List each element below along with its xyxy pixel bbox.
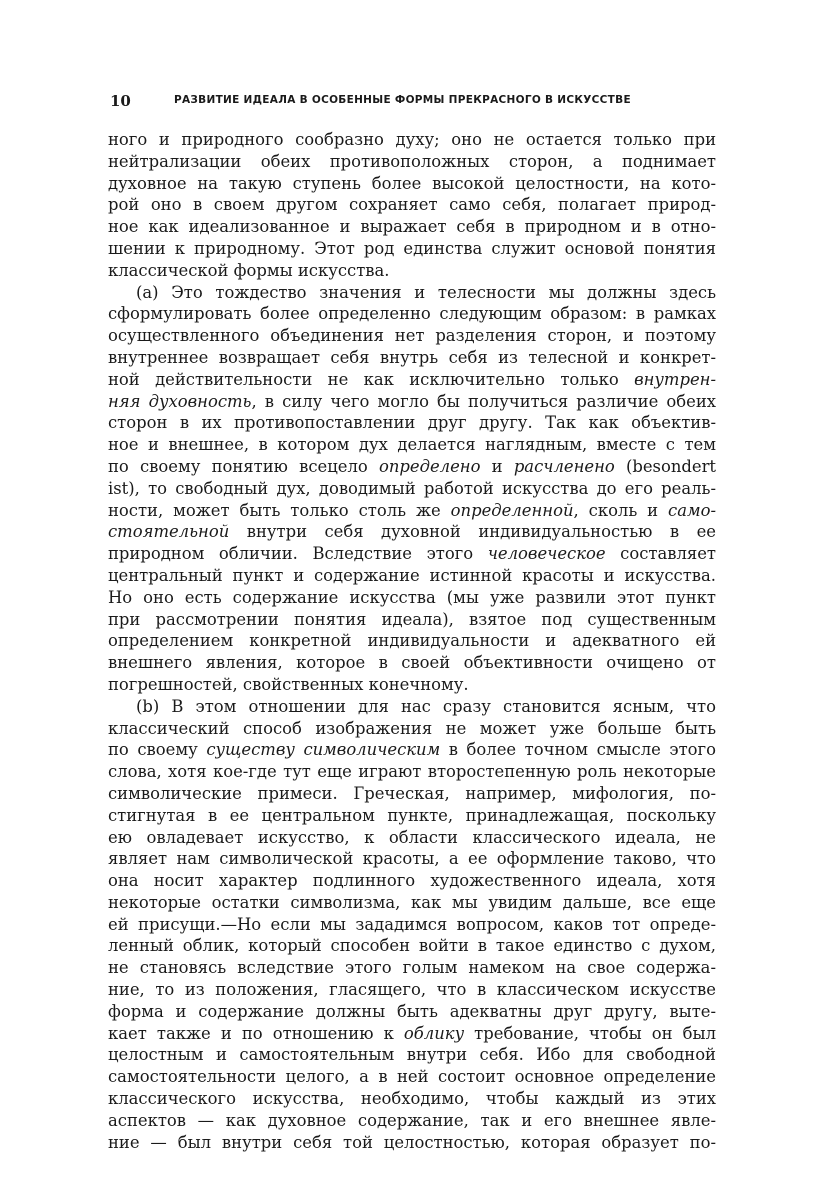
text-segment: Но оно есть содержание искусства (мы уже развили этот пункт (108, 587, 716, 607)
text-line (108, 129, 716, 151)
text-line (108, 1132, 716, 1154)
text-line (108, 151, 716, 173)
text-segment: форма и содержание должны быть адекватны друг другу, выте- (108, 1001, 716, 1021)
text-line (108, 456, 716, 478)
text-line (108, 1001, 716, 1023)
text-line (108, 979, 716, 1001)
text-segment: ности, может быть только столь же (108, 500, 451, 520)
text-segment: кает также и по отношению к (108, 1023, 404, 1043)
text-segment: природном обличии. Вследствие этого (108, 544, 488, 564)
text-segment: погрешностей, свойственных конечному. (108, 674, 469, 694)
text-segment: по своему понятию всецело (108, 456, 379, 476)
text-line (108, 739, 716, 761)
text-line (108, 347, 716, 369)
text-line (108, 783, 716, 805)
text-line (108, 543, 716, 565)
text-segment: , в силу чего могло бы получиться различие обеих (251, 391, 716, 411)
text-segment: аспектов — как духовное содержание, так и его внешнее явле- (108, 1110, 716, 1130)
text-segment: ной действительности не как исключительно только (108, 369, 635, 389)
text-line (108, 827, 716, 849)
text-segment: стигнутая в ее центральном пункте, принадлежащая, поскольку (108, 805, 716, 825)
text-line (108, 434, 716, 456)
body-text (108, 129, 716, 1153)
text-segment: внешнего явления, которое в своей объективности очищено от (108, 653, 716, 673)
text-line (108, 325, 716, 347)
text-line (108, 216, 716, 238)
text-line (108, 892, 716, 914)
text-line (108, 412, 716, 434)
text-segment: ей присущи.—Но если мы зададимся вопросом, каков тот опреде- (108, 914, 716, 934)
text-segment: некоторые остатки символизма, как мы увидим дальше, все еще (108, 892, 716, 912)
text-segment: при рассмотрении понятия идеала), взятое под существенным (108, 609, 716, 629)
text-segment: и (480, 456, 514, 476)
text-segment: (b) В этом отношении для нас сразу становится ясным, что (136, 696, 716, 716)
text-line (108, 1066, 716, 1088)
text-segment: ние, то из положения, гласящего, что в классическом искусстве (108, 980, 716, 1000)
text-line (108, 587, 716, 609)
text-segment: являет нам символической красоты, а ее оформление таково, что (108, 849, 716, 869)
text-segment: шении к природному. Этот род единства служит основой понятия (108, 238, 716, 258)
text-line (108, 391, 716, 413)
text-segment: сторон в их противопоставлении друг другу. Так как объектив- (108, 413, 716, 433)
text-segment: самостоятельности целого, а в ней состоит основное определение (108, 1067, 716, 1087)
italic-text-segment: няя духовность (108, 391, 252, 411)
text-segment: ного и природного сообразно духу; оно не остается только при (108, 130, 716, 149)
text-line (108, 914, 716, 936)
text-line (108, 652, 716, 674)
text-line (108, 1110, 716, 1132)
text-line (108, 369, 716, 391)
text-segment: нейтрализации обеих противоположных сторон, а поднимает (108, 151, 716, 171)
text-segment: ею овладевает искусство, к области классического идеала, не (108, 827, 716, 847)
text-line (108, 848, 716, 870)
italic-text-segment: стоятельной (108, 522, 230, 542)
text-segment: не становясь вследствие этого голым намеком на свое содержа- (108, 958, 716, 978)
text-line (108, 870, 716, 892)
text-line (108, 957, 716, 979)
text-segment: ленный облик, который способен войти в такое единство с духом, (108, 936, 716, 956)
text-line (108, 194, 716, 216)
italic-text-segment: определено (378, 456, 481, 476)
text-line (108, 935, 716, 957)
text-line (108, 674, 716, 696)
text-line (108, 718, 716, 740)
text-line (108, 565, 716, 587)
text-line (108, 1088, 716, 1110)
text-segment: целостным и самостоятельным внутри себя. Ибо для свободной (108, 1045, 716, 1065)
text-line (108, 1044, 716, 1066)
text-segment: требование, чтобы он был (464, 1023, 716, 1043)
text-segment: , сколь и (573, 500, 669, 520)
text-segment: внутри себя духовной индивидуальностью в ее (229, 522, 716, 542)
text-line (108, 1023, 716, 1045)
text-line (108, 521, 716, 543)
text-segment: составляет (605, 544, 716, 564)
text-segment: ное как идеализованное и выражает себя в природном и в отно- (108, 217, 716, 237)
text-segment: она носит характер подлинного художественного идеала, хотя (108, 871, 716, 891)
text-line (108, 630, 716, 652)
text-segment: определением конкретной индивидуальности и адекватного ей (108, 631, 716, 651)
text-segment: (besondert (614, 456, 716, 476)
text-segment: ist), то свободный дух, доводимый работой искусства до его реаль- (108, 478, 716, 498)
page-number: 10 (110, 92, 131, 110)
text-segment: символические примеси. Греческая, например, мифология, по- (108, 783, 716, 803)
text-line (108, 805, 716, 827)
italic-text-segment: человеческое (487, 544, 606, 564)
text-segment: классического искусства, необходимо, чтобы каждый из этих (108, 1089, 716, 1109)
italic-text-segment: определенной (450, 500, 574, 520)
text-line (108, 696, 716, 718)
text-segment: классической формы искусства. (108, 260, 390, 280)
text-segment: в более точном смысле этого (440, 740, 716, 760)
text-segment: центральный пункт и содержание истинной красоты и искусства. (108, 565, 716, 585)
text-line (108, 173, 716, 195)
text-segment: духовное на такую ступень более высокой целостности, на кото- (108, 173, 716, 193)
text-segment: (a) Это тождество значения и телесности мы должны здесь (136, 282, 716, 302)
text-segment: сформулировать более определенно следующим образом: в рамках (108, 304, 716, 324)
text-line (108, 282, 716, 304)
italic-text-segment: облику (403, 1023, 465, 1043)
text-segment: внутреннее возвращает себя внутрь себя из телесной и конкрет- (108, 347, 716, 367)
text-line (108, 609, 716, 631)
text-segment: ние — был внутри себя той целостностью, которая образует по- (108, 1132, 716, 1152)
text-line (108, 260, 716, 282)
italic-text-segment: само- (668, 500, 716, 520)
text-segment: классический способ изображения не может уже больше быть (108, 718, 716, 738)
text-segment: рой оно в своем другом сохраняет само себя, полагает природ- (108, 195, 716, 215)
text-line (108, 500, 716, 522)
text-line (108, 761, 716, 783)
text-line (108, 238, 716, 260)
running-head (110, 92, 715, 112)
text-segment: ное и внешнее, в котором дух делается наглядным, вместе с тем (108, 435, 716, 455)
text-segment: по своему (108, 740, 207, 760)
text-line (108, 303, 716, 325)
running-title: РАЗВИТИЕ ИДЕАЛА В ОСОБЕННЫЕ ФОРМЫ ПРЕКРАСНОГО В ИСКУССТВЕ (174, 94, 631, 106)
italic-text-segment: существу символическим (206, 740, 441, 760)
italic-text-segment: расчленено (513, 456, 615, 476)
text-segment: осуществленного объединения нет разделения сторон, и поэтому (108, 326, 716, 346)
text-line (108, 478, 716, 500)
italic-text-segment: внутрен- (634, 369, 716, 389)
text-segment: слова, хотя кое-где тут еще играют второстепенную роль некоторые (108, 762, 716, 782)
